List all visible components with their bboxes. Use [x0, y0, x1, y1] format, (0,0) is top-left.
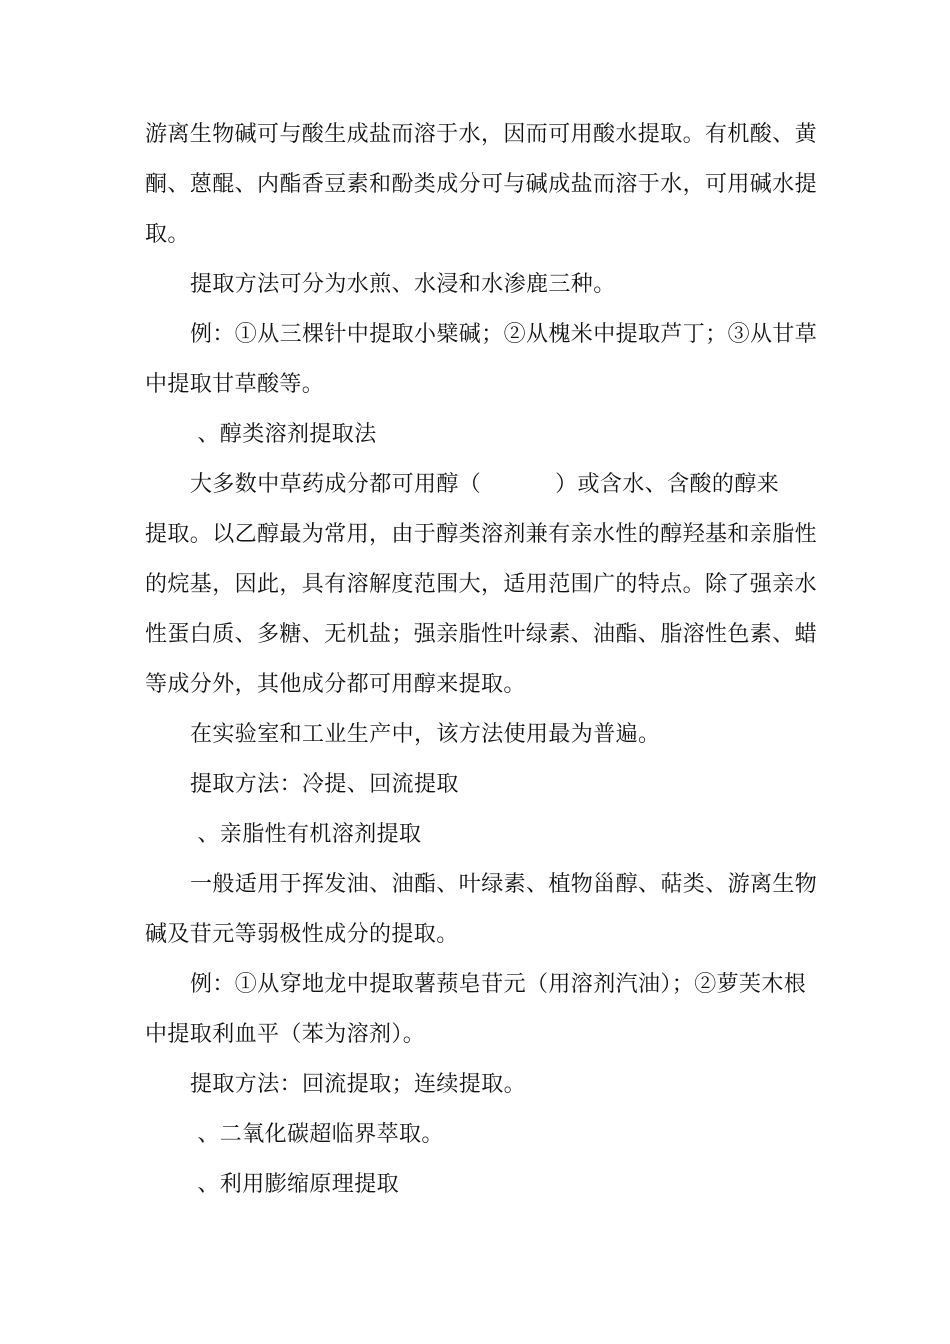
section-heading: 、亲脂性有机溶剂提取: [190, 822, 422, 847]
paragraph-line: 提取。以乙醇最为常用，由于醇类溶剂兼有亲水性的醇羟基和亲脂性: [145, 522, 818, 547]
paragraph-line: 性蛋白质、多糖、无机盐；强亲脂性叶绿素、油酯、脂溶性色素、蜡: [145, 622, 818, 647]
section-heading: 、利用膨缩原理提取: [190, 1172, 399, 1197]
paragraph-line: 酮、蒽醌、内酯香豆素和酚类成分可与碱成盐而溶于水，可用碱水提: [145, 172, 818, 197]
paragraph-line: 取。: [145, 222, 190, 247]
section-heading: 、醇类溶剂提取法: [190, 422, 377, 447]
paragraph-line: 游离生物碱可与酸生成盐而溶于水，因而可用酸水提取。有机酸、黄: [145, 122, 818, 147]
paragraph-line: 中提取甘草酸等。: [145, 372, 325, 397]
paragraph-line: 等成分外，其他成分都可用醇来提取。: [145, 672, 526, 697]
paragraph-line: 一般适用于挥发油、油酯、叶绿素、植物甾醇、萜类、游离生物: [190, 872, 818, 897]
paragraph-line: 大多数中草药成分都可用醇（ ）或含水、含酸的醇来: [190, 472, 780, 497]
section-heading: 、二氧化碳超临界萃取。: [190, 1122, 444, 1147]
paragraph-line: 中提取利血平（苯为溶剂）。: [145, 1022, 426, 1047]
paragraph-line: 碱及苷元等弱极性成分的提取。: [145, 922, 459, 947]
paragraph-line: 提取方法可分为水煎、水浸和水渗鹿三种。: [190, 272, 616, 297]
paragraph-line: 例：①从三棵针中提取小檗碱；②从槐米中提取芦丁；③从甘草: [190, 322, 818, 347]
paragraph-line: 提取方法：冷提、回流提取: [190, 772, 459, 797]
paragraph-line: 例：①从穿地龙中提取薯蓣皂苷元（用溶剂汽油）；②萝芙木根: [190, 972, 807, 997]
paragraph-line: 的烷基，因此，具有溶解度范围大，适用范围广的特点。除了强亲水: [145, 572, 818, 597]
paragraph-line: 提取方法：回流提取；连续提取。: [190, 1072, 527, 1097]
paragraph-line: 在实验室和工业生产中，该方法使用最为普遍。: [190, 722, 661, 747]
